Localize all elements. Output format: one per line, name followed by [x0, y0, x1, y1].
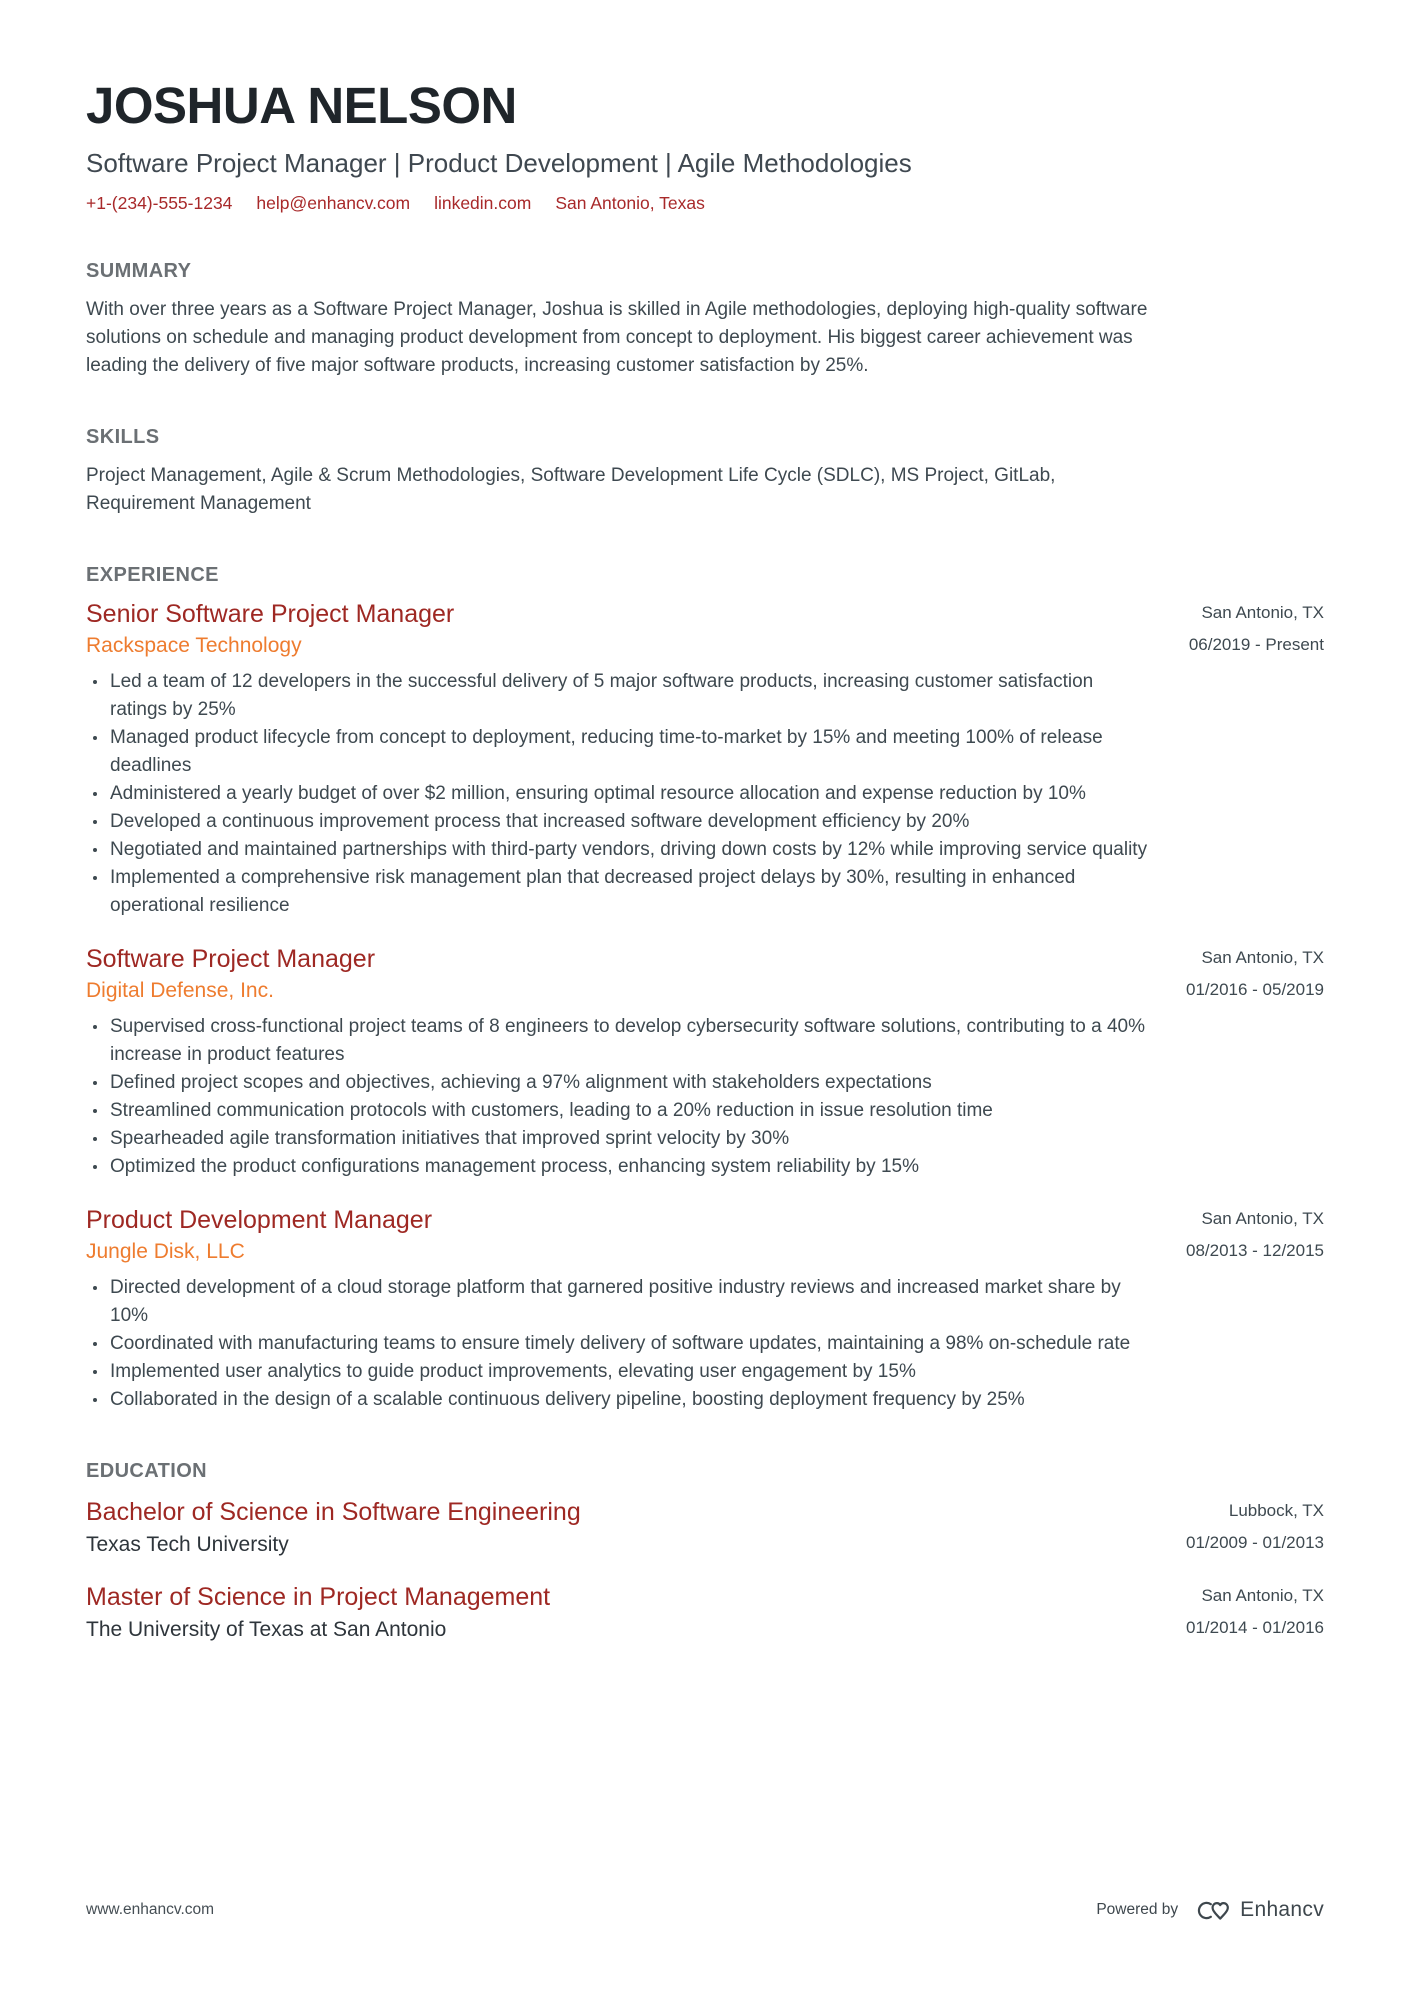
bullet-item: Directed development of a cloud storage platform that garnered positive industry reviews and increased market share by 10%: [86, 1274, 1151, 1330]
bullet-dot-icon: [93, 792, 97, 796]
job-location: San Antonio, TX: [1201, 1208, 1324, 1228]
bullet-item: Supervised cross-functional project teams of 8 engineers to develop cybersecurity software solutions, contributing to a 40% increase in product features: [86, 1013, 1151, 1069]
bullet-item: Coordinated with manufacturing teams to ensure timely delivery of software updates, maintaining a 98% on-schedule rate: [86, 1330, 1151, 1358]
degree-title: Master of Science in Project Management: [86, 1582, 551, 1611]
candidate-headline: Software Project Manager | Product Development | Agile Methodologies: [86, 148, 912, 179]
job-entry: [86, 1205, 1324, 1414]
bullet-item: Streamlined communication protocols with customers, leading to a 20% reduction in issue resolution time: [86, 1097, 1151, 1125]
skills-text: Project Management, Agile & Scrum Methodologies, Software Development Life Cycle (SDLC), MS Project, GitLab, Requirement Management: [86, 464, 1056, 514]
bullet-dot-icon: [93, 1286, 97, 1290]
education-dates: 01/2009 - 01/2013: [1185, 1532, 1324, 1552]
bullet-dot-icon: [93, 848, 97, 852]
job-title: Product Development Manager: [86, 1205, 433, 1234]
contact-location: San Antonio, Texas: [555, 192, 705, 213]
bullet-dot-icon: [93, 876, 97, 880]
job-location: San Antonio, TX: [1201, 947, 1324, 967]
bullet-item: Administered a yearly budget of over $2 million, ensuring optimal resource allocation and expense reduction by 10%: [86, 780, 1151, 808]
company-name: Jungle Disk, LLC: [86, 1239, 245, 1263]
job-bullets: [86, 1013, 1151, 1181]
job-title: Software Project Manager: [86, 944, 376, 973]
bullet-dot-icon: [93, 1025, 97, 1029]
page-footer: [86, 1898, 1324, 1922]
education-location: Lubbock, TX: [1228, 1500, 1324, 1520]
contact-phone: +1-(234)-555-1234: [86, 192, 233, 213]
enhancv-brand-link[interactable]: [1194, 1898, 1324, 1922]
job-bullets: [86, 668, 1151, 920]
job-dates: 01/2016 - 05/2019: [1185, 979, 1324, 999]
enhancv-brand-text: Enhancv: [1240, 1898, 1324, 1921]
education-entry: [86, 1497, 1324, 1558]
job-location: San Antonio, TX: [1201, 602, 1324, 622]
contact-row: [86, 193, 1324, 214]
contact-linkedin-link[interactable]: linkedin.com: [434, 192, 532, 213]
bullet-dot-icon: [93, 1398, 97, 1402]
bullet-item: Led a team of 12 developers in the successful delivery of 5 major software products, increasing customer satisfaction ratings by 25%: [86, 668, 1151, 724]
bullet-dot-icon: [93, 1370, 97, 1374]
bullet-item: Defined project scopes and objectives, achieving a 97% alignment with stakeholders expectations: [86, 1069, 1151, 1097]
bullet-item: Implemented a comprehensive risk management plan that decreased project delays by 30%, resulting in enhanced operational resilience: [86, 864, 1151, 920]
summary-text: With over three years as a Software Project Manager, Joshua is skilled in Agile methodologies, deploying high-quality software solutions on schedule and managing product development from concept to deployment. His biggest career achievement was leading the delivery of five major software products, increasing customer satisfaction by 25%.: [86, 298, 1148, 376]
degree-title: Bachelor of Science in Software Engineering: [86, 1497, 581, 1526]
contact-email-link[interactable]: help@enhancv.com: [256, 192, 411, 213]
bullet-dot-icon: [93, 1165, 97, 1169]
bullet-item: Managed product lifecycle from concept to deployment, reducing time-to-market by 15% and meeting 100% of release deadlines: [86, 724, 1151, 780]
job-entry: [86, 944, 1324, 1181]
education-entry: [86, 1582, 1324, 1643]
job-dates: 06/2019 - Present: [1188, 634, 1324, 654]
bullet-item: Negotiated and maintained partnerships with third-party vendors, driving down costs by 12% while improving service quality: [86, 836, 1151, 864]
bullet-dot-icon: [93, 736, 97, 740]
bullet-dot-icon: [93, 1109, 97, 1113]
candidate-name: JOSHUA NELSON: [86, 77, 517, 134]
job-entry: [86, 599, 1324, 920]
bullet-item: Collaborated in the design of a scalable continuous delivery pipeline, boosting deployment frequency by 25%: [86, 1386, 1151, 1414]
powered-by-label: Powered by: [1096, 1901, 1179, 1918]
bullet-item: Implemented user analytics to guide product improvements, elevating user engagement by 15%: [86, 1358, 1151, 1386]
company-name: Digital Defense, Inc.: [86, 978, 274, 1002]
bullet-item: Optimized the product configurations management process, enhancing system reliability by 15%: [86, 1153, 1151, 1181]
bullet-dot-icon: [93, 820, 97, 824]
skills-heading: SKILLS: [86, 425, 160, 448]
bullet-dot-icon: [93, 1081, 97, 1085]
footer-site-link[interactable]: www.enhancv.com: [86, 1901, 215, 1918]
enhancv-logo-icon: [1194, 1899, 1231, 1922]
company-name: Rackspace Technology: [86, 633, 302, 657]
job-title: Senior Software Project Manager: [86, 599, 455, 628]
bullet-dot-icon: [93, 680, 97, 684]
bullet-item: Developed a continuous improvement process that increased software development efficiency by 20%: [86, 808, 1151, 836]
education-heading: EDUCATION: [86, 1459, 208, 1482]
job-bullets: [86, 1274, 1151, 1414]
education-dates: 01/2014 - 01/2016: [1185, 1617, 1324, 1637]
job-dates: 08/2013 - 12/2015: [1185, 1240, 1324, 1260]
school-name: The University of Texas at San Antonio: [86, 1617, 447, 1641]
experience-heading: EXPERIENCE: [86, 563, 219, 586]
bullet-dot-icon: [93, 1342, 97, 1346]
summary-heading: SUMMARY: [86, 259, 192, 282]
bullet-item: Spearheaded agile transformation initiatives that improved sprint velocity by 30%: [86, 1125, 1151, 1153]
bullet-dot-icon: [93, 1137, 97, 1141]
education-location: San Antonio, TX: [1201, 1585, 1324, 1605]
school-name: Texas Tech University: [86, 1532, 289, 1556]
